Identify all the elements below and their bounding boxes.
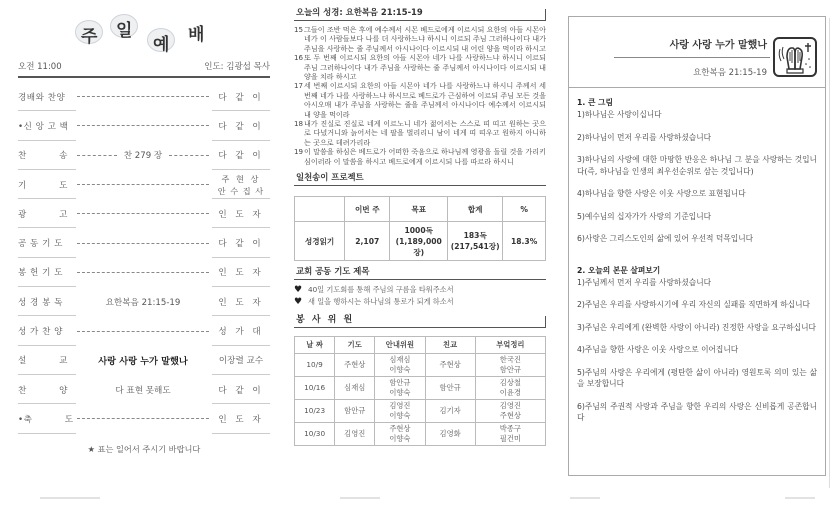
- outline-item: 1)주님께서 먼저 우리를 사랑하셨습니다: [577, 277, 712, 287]
- page-edge-divider: [829, 18, 830, 488]
- heart-icon: ♥: [294, 285, 303, 296]
- usher-cell: [375, 354, 425, 377]
- goal-sub: (1,189,000장): [395, 236, 442, 257]
- dash-leader: [77, 272, 209, 273]
- usher-cell: [375, 400, 425, 423]
- outline-item: 2)하나님이 먼저 우리를 사랑하셨습니다: [577, 132, 712, 142]
- outline-item: 4)하나님을 향한 사랑은 이웃 사랑으로 표현됩니다: [577, 189, 746, 198]
- order-person: 인 도 자: [218, 268, 264, 279]
- order-label: 성 경 봉 독: [18, 297, 63, 308]
- table-header: %: [503, 197, 546, 222]
- title-char: 배: [188, 25, 205, 45]
- usher-name: 김영진: [389, 401, 411, 411]
- dash-leader: [169, 155, 209, 156]
- usher-name: 이향숙: [389, 365, 411, 375]
- order-person: 다 같 이: [218, 385, 264, 396]
- verse-text: 그들이 조반 먹은 후에 예수께서 시몬 베드로에게 이르시되 요한의 아들 시몬아 네가 이 사람들보다 나를 더 사랑하느냐 하시니 이르되 주님 그러하나이다 내가 주님을 사랑하는 줄 주님께서 아시나이다 이르시되 내 어린 양을 먹이라 하시고: [304, 25, 546, 53]
- praying-hands-graphic: [775, 39, 815, 75]
- section-heading: 1. 큰 그림: [577, 98, 613, 107]
- table-header: 친교: [425, 337, 475, 354]
- verse-number: 17: [294, 81, 304, 91]
- fellowship-cell: 김기자: [425, 400, 475, 423]
- service-leader: 인도: 김광섭 목사: [204, 62, 270, 72]
- order-person: 인 도 자: [218, 297, 264, 308]
- order-person: 이장렬 교수: [218, 356, 264, 367]
- scripture-verses: [294, 25, 546, 166]
- table-header: 기도: [335, 337, 375, 354]
- order-person: 다 같 이: [218, 92, 264, 103]
- order-label: 기 도: [18, 180, 68, 191]
- order-item: [18, 404, 270, 433]
- scripture-column: [294, 0, 546, 446]
- sermon-outline: [568, 88, 826, 476]
- usher-name: 함안규: [389, 378, 411, 388]
- table-row: [295, 354, 546, 377]
- table-header: [295, 197, 345, 222]
- table-header: 이번 주: [345, 197, 390, 222]
- order-person: 다 같 이: [218, 151, 264, 162]
- verse: [294, 81, 546, 119]
- verse-number: 16: [294, 53, 304, 63]
- order-person: 다 같 이: [218, 239, 264, 250]
- kitchen-cell: [475, 377, 545, 400]
- table-row: [295, 423, 546, 446]
- scan-artifact: [340, 497, 380, 499]
- kitchen-cell: [475, 423, 545, 446]
- kitchen-name: 한국진: [499, 355, 521, 365]
- order-label: 봉 헌 기 도: [18, 268, 63, 279]
- dash-leader: [77, 418, 209, 419]
- verse-number: 18: [294, 119, 304, 129]
- order-item: [18, 228, 270, 257]
- prayer-list: [294, 284, 546, 308]
- usher-name: 심재심: [389, 355, 411, 365]
- order-label: •축 도: [18, 414, 74, 425]
- outline-item: 6)주님의 주권적 사랑과 주님을 향한 우리의 사랑은 신비롭게 공존합니다: [577, 401, 817, 422]
- verse: [294, 25, 546, 53]
- outline-item: 3)하나님의 사랑에 대한 마땅한 반응은 하나님 그 분을 사랑하는 것입니다(즉, 하나님을 인생의 최우선순위로 삼는 것입니다): [577, 155, 817, 176]
- order-detail: 찬 279 장: [123, 151, 163, 162]
- worship-title: [18, 6, 270, 56]
- outline-item: 4)주님을 향한 사랑은 이웃 사랑으로 이어집니다: [577, 345, 739, 354]
- title-char: 주: [81, 27, 98, 47]
- scan-artifact: [785, 497, 815, 499]
- outline-item: 2)주님은 우리를 사랑하시기에 우리 자신의 실패를 직면하게 하십니다: [577, 300, 810, 309]
- order-person: 다 같 이: [218, 121, 264, 132]
- total-cell: [448, 222, 503, 261]
- dash-leader: [77, 331, 209, 332]
- table-header: 안내위원: [375, 337, 425, 354]
- order-label: 공 동 기 도: [18, 239, 63, 250]
- table-header: 부엌정리: [475, 337, 545, 354]
- fellowship-cell: 김영화: [425, 423, 475, 446]
- usher-name: 이향숙: [389, 411, 411, 421]
- usher-cell: [375, 377, 425, 400]
- prayer-cell: 심재심: [335, 377, 375, 400]
- order-item: [18, 258, 270, 287]
- this-week-value: 2,107: [345, 222, 390, 261]
- verse-number: 15: [294, 25, 304, 34]
- sermon-header-box: [568, 16, 826, 88]
- dash-leader: [77, 213, 209, 214]
- prayer-cell: 김영진: [335, 423, 375, 446]
- dash-leader: [77, 96, 209, 97]
- dash-leader: [77, 125, 209, 126]
- dash-leader: [77, 243, 209, 244]
- order-of-worship: [18, 82, 270, 434]
- prayer-text: 40일 기도회를 통해 주님의 구름을 타워주소서: [308, 285, 454, 295]
- verse-text: 내가 진실로 진실로 네게 이르노니 네가 젊어서는 스스로 띠 띠고 원하는 곳으로 다녔거니와 늙어서는 네 팔을 벌리리니 남이 네게 띠 띠우고 원하지 아니하는 곳으로 데려가리라: [304, 119, 546, 147]
- prayer-heading: 교회 공동 기도 제목: [294, 261, 546, 280]
- table-header: 날 짜: [295, 337, 335, 354]
- heart-icon: ♥: [294, 297, 303, 308]
- kitchen-cell: [475, 400, 545, 423]
- order-item: [18, 316, 270, 345]
- order-item: [18, 170, 270, 199]
- fellowship-cell: 주현상: [425, 354, 475, 377]
- table-row: [295, 400, 546, 423]
- table-header-row: [295, 337, 546, 354]
- order-item: [18, 375, 270, 404]
- order-item: [18, 141, 270, 170]
- sermon-reference: 요한복음 21:15-19: [693, 68, 767, 78]
- date-cell: 10/23: [295, 400, 335, 423]
- table-row: [295, 222, 546, 261]
- verse-text: 또 두 번째 이르시되 요한의 아들 시몬아 네가 나를 사랑하느냐 하시니 이르되 주님 그러하나이다 내가 주님을 사랑하는 줄 주님께서 아시나이다 이르시되 내 양을 치라 하시고: [304, 53, 546, 82]
- service-table: [294, 336, 546, 446]
- order-person: 성 가 대: [218, 327, 264, 338]
- goal-cell: [390, 222, 448, 261]
- section-heading: 2. 오늘의 본문 살펴보기: [577, 265, 661, 275]
- order-person: [212, 173, 270, 197]
- divider: [614, 57, 770, 58]
- prayer-cell: 함안규: [335, 400, 375, 423]
- date-cell: 10/30: [295, 423, 335, 446]
- scripture-heading: 오늘의 성경: 요한복음 21:15-19: [294, 0, 546, 21]
- sermon-title: 사랑 사랑 누가 말했나: [669, 40, 767, 51]
- outline-item: 3)주님은 우리에게 (완벽한 사랑이 아니라) 진정한 사랑을 요구하십니다: [577, 322, 816, 332]
- title-char: 예: [153, 35, 170, 55]
- prayer-item: [294, 284, 546, 296]
- order-item: [18, 287, 270, 316]
- kitchen-name: 이윤경: [499, 388, 521, 398]
- prayer-cell: 주현상: [335, 354, 375, 377]
- order-detail: 요한복음 21:15-19: [105, 297, 181, 308]
- order-person: 인 도 자: [218, 209, 264, 220]
- order-label: 찬 양: [18, 385, 68, 396]
- prayer-text: 새 일을 행하시는 하나님의 통로가 되게 하소서: [308, 297, 454, 307]
- verse: [294, 53, 546, 81]
- kitchen-name: 주현상: [499, 411, 521, 421]
- total-sub: (217,541장): [450, 242, 500, 252]
- order-label: 경배와 찬양: [18, 92, 66, 103]
- total-value: 183독: [463, 231, 487, 241]
- verse-text: 이 말씀을 하심은 베드로가 어떠한 죽음으로 하나님께 영광을 돌릴 것을 가리키심이러라 이 말씀을 하시고 베드로에게 이르시되 나를 따르라 하시니: [304, 147, 546, 166]
- order-item: [18, 199, 270, 228]
- fellowship-cell: 함안규: [425, 377, 475, 400]
- verse-number: 19: [294, 147, 304, 157]
- date-cell: 10/16: [295, 377, 335, 400]
- usher-name: 이향숙: [389, 434, 411, 444]
- order-label: •신 앙 고 백: [18, 121, 69, 132]
- scan-artifact: [40, 497, 100, 499]
- kitchen-cell: [475, 354, 545, 377]
- percent-value: 18.3%: [503, 222, 546, 261]
- table-header-row: [295, 197, 546, 222]
- kitchen-name: 김영진: [499, 401, 521, 411]
- order-label: 설 교: [18, 356, 68, 367]
- table-header: 목표: [390, 197, 448, 222]
- order-person: 인 도 자: [218, 414, 264, 425]
- goal-value: 1000독: [404, 225, 433, 235]
- outline-item: 1)하나님은 사랑이십니다: [577, 110, 662, 119]
- table-row: [295, 377, 546, 400]
- verse: [294, 147, 546, 166]
- kitchen-name: 김상철: [499, 378, 521, 388]
- order-label: 성 가 찬 양: [18, 327, 63, 338]
- usher-name: 주현상: [389, 424, 411, 434]
- project-heading: 일천송이 프로젝트: [294, 166, 546, 186]
- table-header: 합계: [448, 197, 503, 222]
- worship-order-column: [18, 0, 270, 455]
- order-item: [18, 111, 270, 140]
- verse: [294, 119, 546, 147]
- dash-leader: [77, 184, 209, 185]
- outline-item: 5)예수님의 십자가가 사랑의 기준입니다: [577, 211, 712, 221]
- project-table: [294, 196, 546, 261]
- service-heading: 봉 사 위 원: [294, 308, 546, 328]
- kitchen-name: 박종구: [499, 424, 521, 434]
- order-person-line: 안 수 집 사: [217, 185, 265, 196]
- order-item: [18, 82, 270, 111]
- standing-note: ★ 표는 일어서 주시기 바랍니다: [87, 443, 201, 454]
- service-time: 오전 11:00: [18, 62, 62, 72]
- order-label: 광 고: [18, 209, 68, 220]
- order-person-line: 주 현 상: [221, 173, 261, 184]
- usher-name: 이향숙: [389, 388, 411, 398]
- order-item: [18, 346, 270, 375]
- title-char: 일: [116, 21, 133, 41]
- outline-item: 6)사랑은 그리스도인의 삶에 있어 우선적 덕목입니다: [577, 234, 754, 243]
- praying-hands-icon: [773, 37, 817, 77]
- order-detail: 다 표현 못해도: [115, 385, 171, 396]
- verse-text: 세 번째 이르시되 요한의 아들 시몬아 네가 나를 사랑하느냐 하시니 주께서 세 번째 네가 나를 사랑하느냐 하시므로 베드로가 근심하여 이르되 주님 모든 것을 아시오매 내가 주님을 사랑하는 줄을 주님께서 아시나이다 예수께서 이르시되 내 양을 먹이라: [304, 81, 546, 119]
- usher-cell: [375, 423, 425, 446]
- kitchen-name: 필건미: [499, 434, 521, 444]
- order-label: 찬 송: [18, 151, 68, 162]
- sermon-notes-column: [568, 16, 826, 476]
- scan-artifact: [570, 497, 600, 499]
- prayer-item: [294, 296, 546, 308]
- service-info: [18, 60, 270, 78]
- row-label: 성경읽기: [295, 222, 345, 261]
- dash-leader: [77, 155, 117, 156]
- kitchen-name: 함안규: [499, 365, 521, 375]
- outline-item: 5)주님의 사랑은 우리에게 (평탄한 삶이 아니라) 영원토록 의미 있는 삶을 보장합니다: [577, 367, 817, 388]
- date-cell: 10/9: [295, 354, 335, 377]
- sermon-title-in-order: 사랑 사랑 누가 말했나: [98, 356, 188, 368]
